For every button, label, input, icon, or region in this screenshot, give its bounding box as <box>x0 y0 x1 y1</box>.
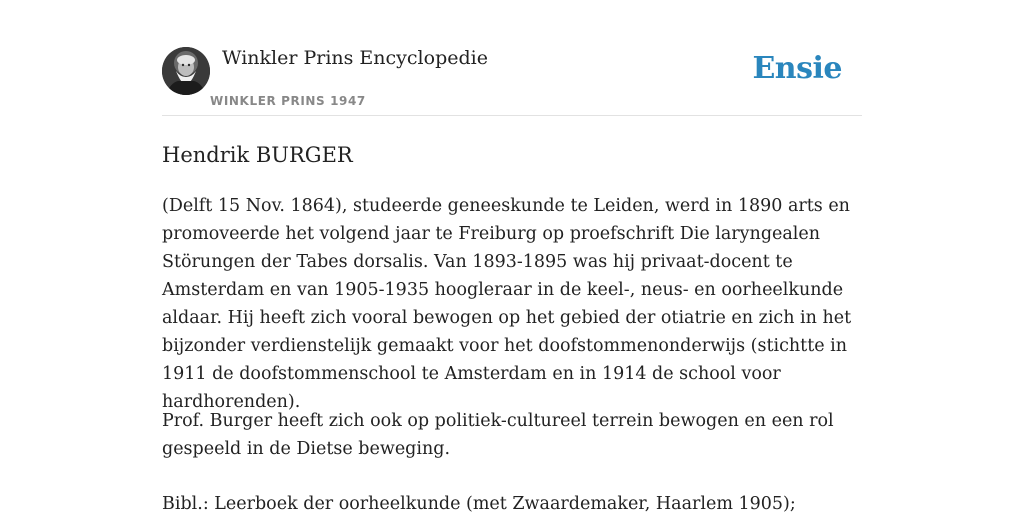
bibliography-paragraph: Bibl.: Leerboek der oorheelkunde (met Zwaardemaker, Haarlem 1905); <box>162 494 796 512</box>
article-title: Hendrik BURGER <box>162 143 353 167</box>
brand-logo[interactable]: Ensie <box>752 51 842 86</box>
source-subtitle[interactable]: WINKLER PRINS 1947 <box>210 94 366 108</box>
source-header <box>162 0 862 116</box>
article-paragraph: Prof. Burger heeft zich ook op politiek-cultureel terrein bewogen en een rol gespeeld in de Dietse beweging. <box>162 411 834 459</box>
article-paragraph: (Delft 15 Nov. 1864), studeerde geneeskunde te Leiden, werd in 1890 arts en promoveerde het volgend jaar te Freiburg op proefschrift Die laryngealen Störungen der Tabes dorsalis. Van 1893-1895 was hij privaat-docent te Amsterdam en van 1905-1935 hoogleraar in de keel-, neus- en oorheelkunde aldaar. Hij heeft zich vooral bewogen op het gebied der otiatrie en zich in het bijzonder verdienstelijk gemaakt voor het doofstommenonderwijs (stichtte in 1911 de doofstommenschool te Amsterdam en in 1914 de school voor hardhorenden). <box>162 196 852 412</box>
source-avatar[interactable] <box>162 47 210 95</box>
source-title[interactable]: Winkler Prins Encyclopedie <box>222 47 488 69</box>
bearded-portrait-icon <box>162 47 210 95</box>
content-column <box>162 0 862 512</box>
